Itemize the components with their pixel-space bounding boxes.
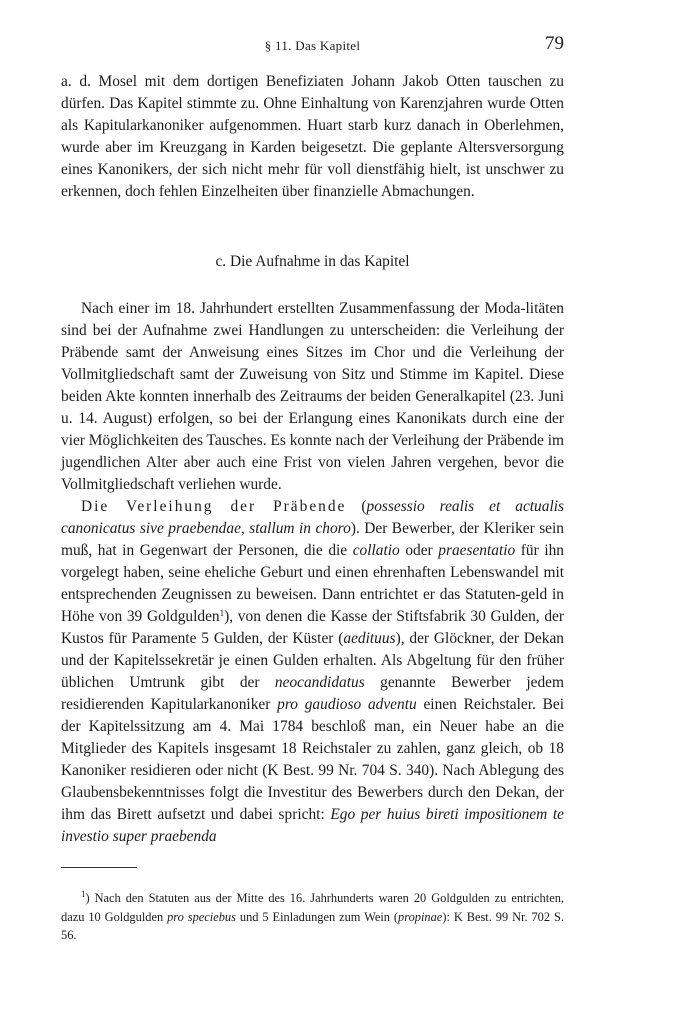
paragraph-2: Nach einer im 18. Jahrhundert erstellten Zusammenfassung der Moda-litäten sind bei der Aufnahme zwei Handlungen zu unterscheiden: die Verleihung der Präbende samt der Anweisung eines Sitzes im Chor und die Verleihung der Vollmitgliedschaft samt der Zuweisung von Sitz und Stimme im Kapitel. Diese beiden Akte konnten innerhalb des Zeitraums der beiden Generalkapitel (23. Juni u. 14. August) erfolgen, so bei der Erlangung eines Kanonikats durch eine der vier Möglichkeiten des Tausches. Es konnte nach der Verleihung der Präbende im jugendlichen Alter aber auch eine Frist von vielen Jahren vergehen, bevor die Vollmitgliedschaft verliehen wurde. [61, 300, 564, 493]
body-text [61, 71, 564, 848]
running-head: § 11. Das Kapitel [264, 38, 361, 53]
latin-term: pro speciebus [167, 909, 236, 924]
page-number: 79 [545, 33, 564, 54]
paragraph-3-lead: Die Verleihung der Präbende [81, 498, 347, 515]
latin-term: possessio realis et actualis canonicatus sive praebendae, stallum in choro [61, 498, 564, 537]
latin-term: Ego per huius bireti impositionem te investio super praebenda [61, 806, 564, 845]
text-segment: genannte Bewerber jedem residierenden Kapitularkanoniker [61, 674, 564, 713]
latin-term: aedituus [343, 630, 396, 647]
latin-term: collatio [352, 542, 400, 559]
text-segment: ), von denen die Kasse der Stiftsfabrik 30 Gulden, der Kustos für Paramente 5 Gulden, der Küster ( [61, 608, 564, 647]
text-segment: oder [399, 542, 439, 559]
text-segment: ): K Best. 99 Nr. 702 S. 56. [61, 909, 564, 943]
text-segment: ), der Glöckner, der Dekan und der Kapitelssekretär je einen Gulden erhalten. Als Abgeltung für den früher üblichen Umtrunk gibt der [61, 630, 564, 691]
text-segment: ). Der Bewerber, der Kleriker sein muß, hat in Gegenwart der Personen, die die [61, 520, 564, 559]
paragraph-3 [61, 496, 564, 848]
paragraph-1: a. d. Mosel mit dem dortigen Benefiziaten Johann Jakob Otten tauschen zu dürfen. Das Kapitel stimmte zu. Ohne Einhaltung von Karenzjahren wurde Otten als Kapitularkanoniker aufgenommen. Huart starb kurz danach in Oberlehmen, wurde aber im Kreuzgang in Karden beigesetzt. Die geplante Altersversorgung eines Kanonikers, der sich nicht mehr für voll dienstfähig hielt, ist unschwer zu erkennen, doch fehlen Einzelheiten über finanzielle Abmachungen. [61, 73, 564, 200]
text-segment: einen Reichstaler. Bei der Kapitelssitzung am 4. Mai 1784 beschloß man, ein Neuer habe an die Mitglieder des Kapitels insgesamt 18 Reichstaler zu zahlen, ganz gleich, ob 18 Kanoniker residieren oder nicht (K Best. 99 Nr. 704 S. 340). Nach Ablegung des Glaubensbekenntnisses folgt die Investitur des Bewerbers durch den Dekan, der ihm das Birett aufsetzt und dabei spricht: [61, 696, 564, 823]
footnote-mark: 1 [81, 889, 86, 900]
latin-term: pro gaudioso adventu [277, 696, 417, 713]
footnote-divider [61, 867, 137, 868]
latin-term: praesentatio [438, 542, 516, 559]
footnote [61, 889, 564, 945]
latin-term: neocandidatus [274, 674, 365, 691]
text-segment: für ihn vorgelegt haben, seine eheliche Geburt und einen ehrenhaften Lebenswandel mit entsprechenden Zeugnissen zu beweisen. Dann entrichtet er das Statuten-geld in Höhe von 39 Goldgulden [61, 542, 565, 625]
text-segment: und 5 Einladungen zum Wein ( [235, 909, 399, 924]
text-segment: ) Nach den Statuten aus der Mitte des 16. Jahrhunderts waren 20 Goldgulden zu entrichten, dazu 10 Goldgulden [61, 891, 564, 924]
footnote-reference[interactable]: 1 [219, 608, 225, 618]
text-segment: ( [346, 498, 367, 515]
latin-term: propinae [398, 909, 443, 924]
section-heading: c. Die Aufnahme in das Kapitel [215, 253, 410, 270]
page-header [61, 33, 564, 59]
